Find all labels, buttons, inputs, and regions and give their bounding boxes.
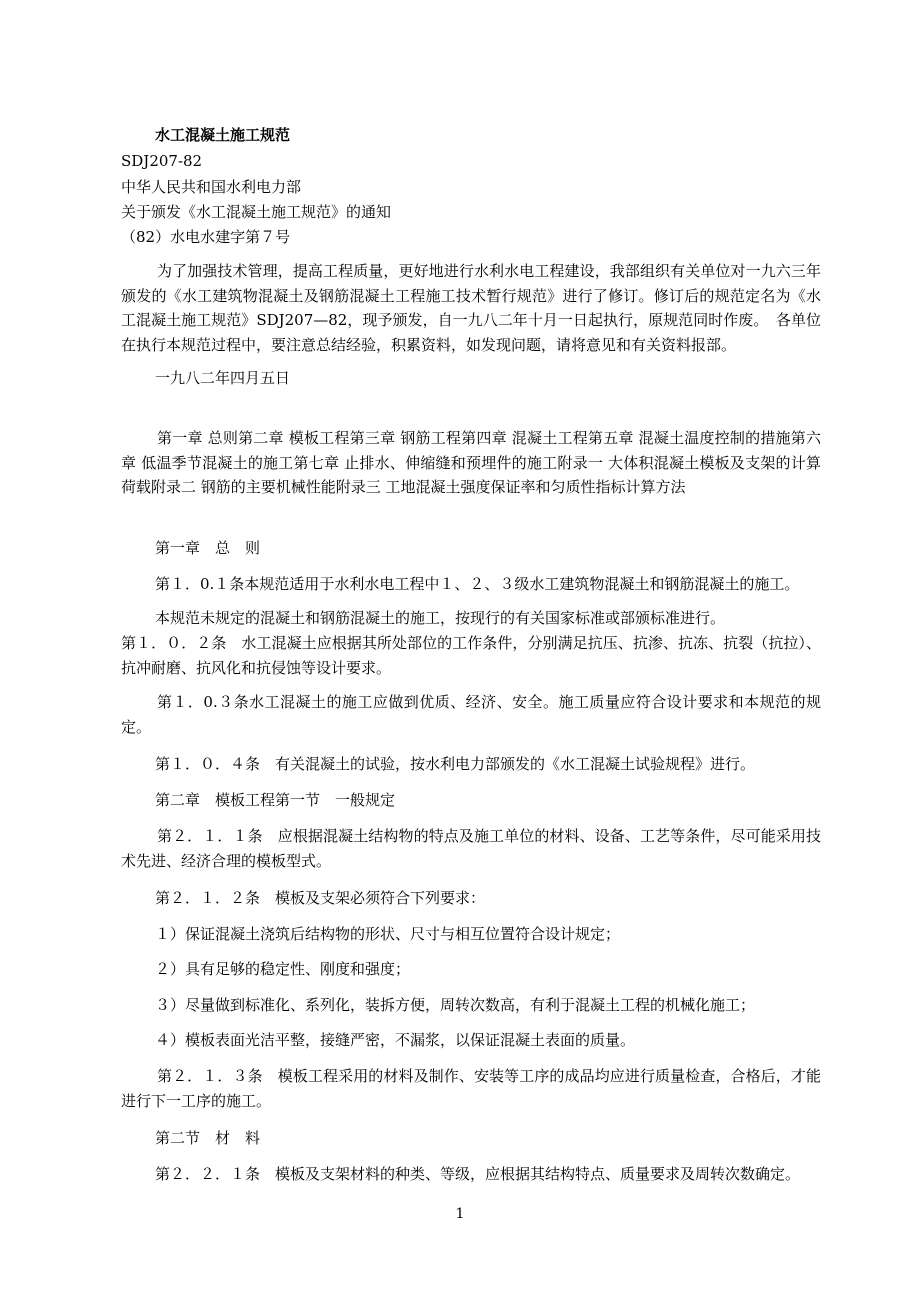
- article-2-1-3: 第２．１．３条 模板工程采用的材料及制作、安装等工序的成品均应进行质量检查，合格后，才能进行下一工序的施工。: [121, 1067, 821, 1110]
- article-1-0-3: 第１．0.３条水工混凝土的施工应做到优质、经济、安全。施工质量应符合设计要求和本规范的规定。: [121, 693, 821, 736]
- table-of-contents: 第一章 总则第二章 模板工程第三章 钢筋工程第四章 混凝土工程第五章 混凝土温度控制的措施第六章 低温季节混凝土的施工第七章 止排水、伸缩缝和预埋件的施工附录一 大体积混凝土模板及支架的计算荷载附录二 钢筋的主要机械性能附录三 工地混凝土强度保证率和匀质性指标计算方法: [121, 429, 821, 496]
- article-1-0-1: 第１．0.１条本规范适用于水利水电工程中１、２、３级水工建筑物混凝土和钢筋混凝土的施工。: [155, 575, 800, 593]
- article-2-1-2: 第２．１．２条 模板及支架必须符合下列要求：: [155, 889, 486, 907]
- page-number: 1: [455, 1206, 465, 1222]
- article-1-0-4: 第１．０．４条 有关混凝土的试验，按水利电力部颁发的《水工混凝土试验规程》进行。: [155, 755, 756, 773]
- issue-date: 一九八二年四月五日: [155, 369, 291, 387]
- article-2-1-1: 第２．１．１条 应根据混凝土结构物的特点及施工单位的材料、设备、工艺等条件，尽可能采用技术先进、经济合理的模板型式。: [121, 827, 821, 870]
- article-1-0-2: 第１．０．２条 水工混凝土应根据其所处部位的工作条件，分别满足抗压、抗渗、抗冻、抗裂（抗拉）、抗冲耐磨、抗风化和抗侵蚀等设计要求。: [121, 634, 821, 677]
- requirement-4: ４）模板表面光洁平整，接缝严密，不漏浆，以保证混凝土表面的质量。: [155, 1031, 636, 1049]
- article-2-2-1: 第２．２．１条 模板及支架材料的种类、等级，应根据其结构特点、质量要求及周转次数确定。: [155, 1165, 801, 1183]
- chapter-2-heading: 第二章 模板工程第一节 一般规定: [155, 791, 396, 809]
- issuing-ministry: 中华人民共和国水利电力部: [121, 178, 302, 196]
- article-1-0-1-continuation: 本规范未规定的混凝土和钢筋混凝土的施工，按现行的有关国家标准或部颁标准进行。: [155, 609, 726, 627]
- chapter-1-heading: 第一章 总 则: [155, 539, 261, 557]
- notice-title: 关于颁发《水工混凝土施工规范》的通知: [121, 203, 392, 221]
- document-title: 水工混凝土施工规范: [155, 126, 291, 144]
- requirement-2: ２）具有足够的稳定性、刚度和强度；: [155, 960, 411, 978]
- standard-code: SDJ207-82: [121, 152, 203, 170]
- intro-paragraph: 为了加强技术管理，提高工程质量，更好地进行水利水电工程建设，我部组织有关单位对一九六三年颁发的《水工建筑物混凝土及钢筋混凝土工程施工技术暂行规范》进行了修订。修订后的规范定名为《水工混凝土施工规范》SDJ207—82，现予颁发，自一九八二年十月一日起执行，原规范同时作废。 各单位在执行本规范过程中，要注意总结经验，积累资料，如发现问题，请将意见和有关资料报部。: [121, 262, 821, 354]
- section-2-heading: 第二节 材 料: [155, 1129, 261, 1147]
- requirement-3: ３）尽量做到标准化、系列化，装拆方便，周转次数高，有利于混凝土工程的机械化施工；: [155, 996, 756, 1014]
- requirement-1: １）保证混凝土浇筑后结构物的形状、尺寸与相互位置符合设计规定；: [155, 925, 621, 943]
- document-number: （82）水电水建字第７号: [121, 228, 291, 246]
